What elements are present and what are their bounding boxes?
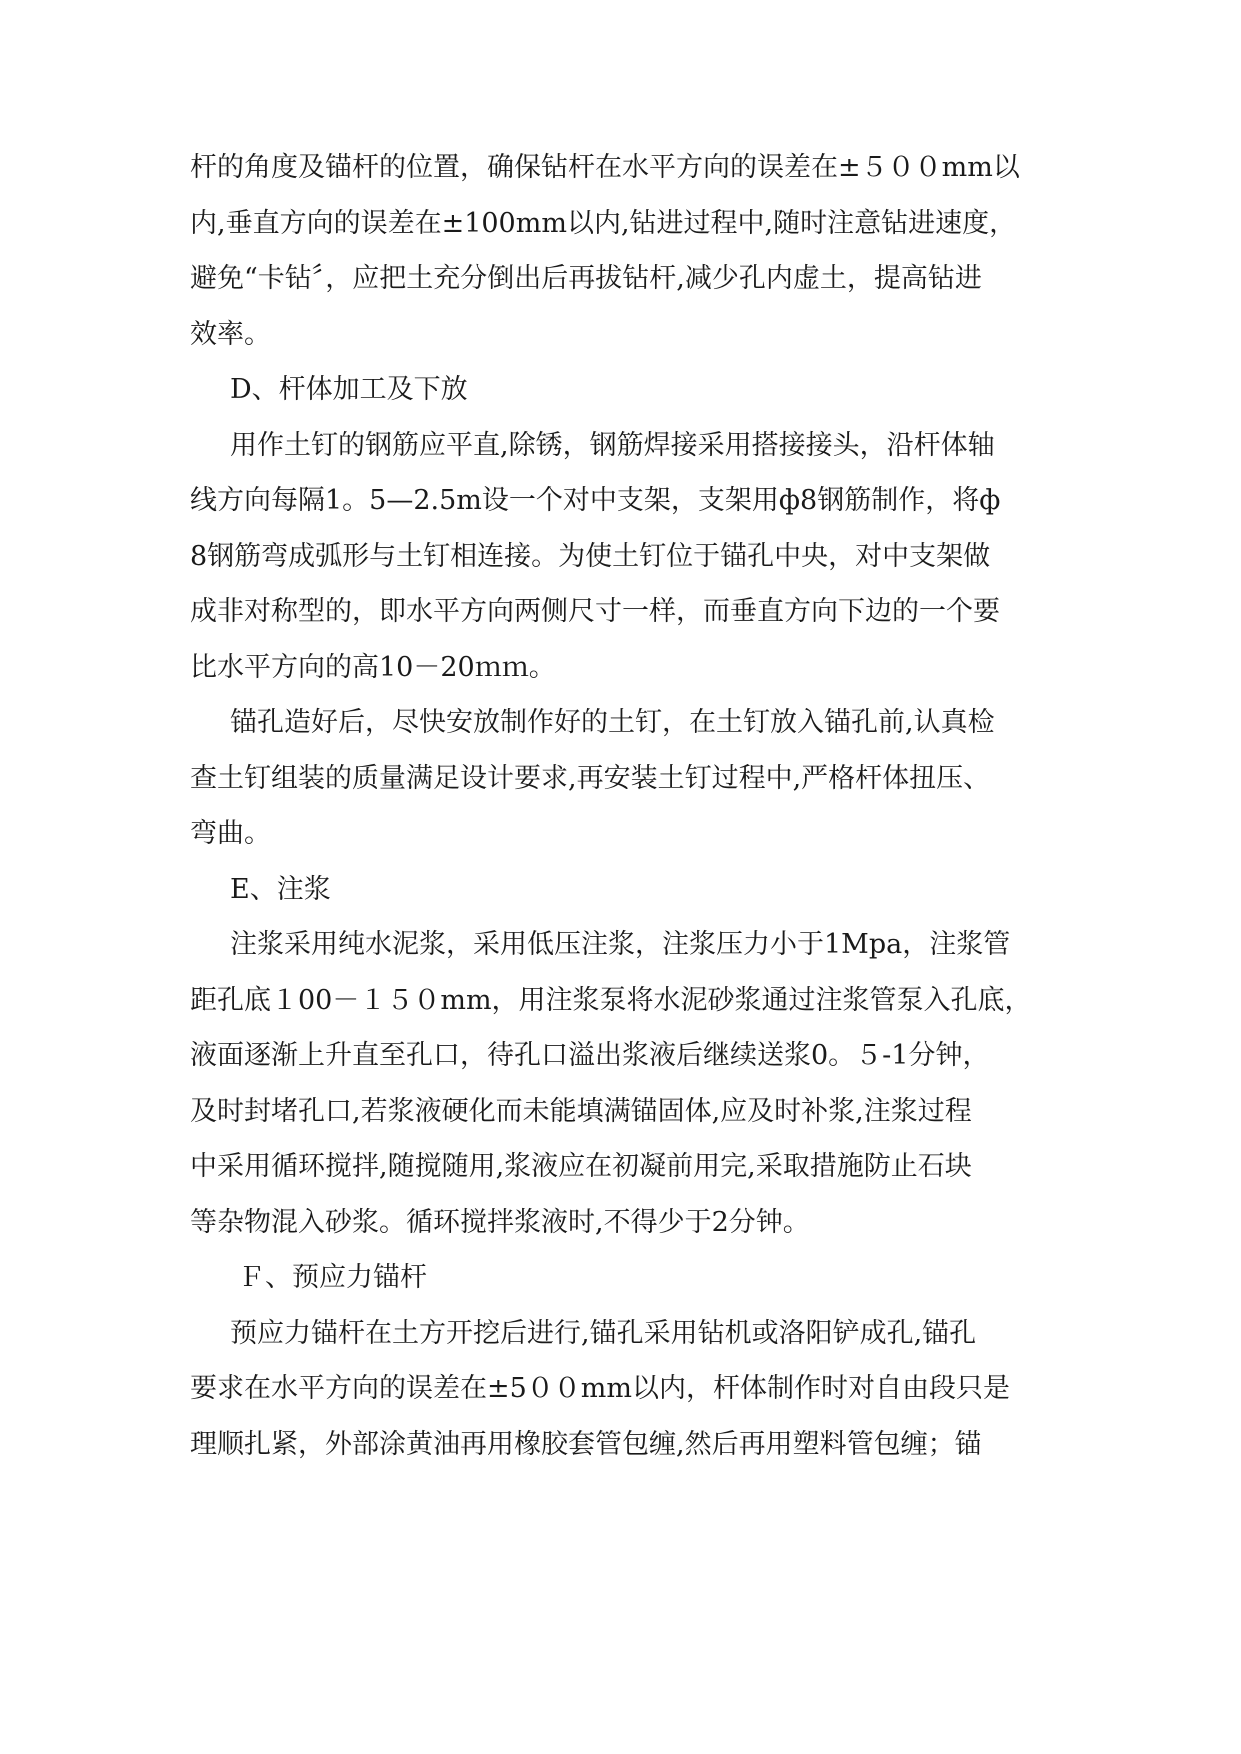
text-line: 弯曲。 xyxy=(190,818,271,849)
paragraph-start: 锚孔造好后，尽快安放制作好的土钉，在土钉放入锚孔前,认真检 xyxy=(230,707,995,738)
section-heading-d: D、杆体加工及下放 xyxy=(230,374,468,405)
text-line: 理顺扎紧，外部涂黄油再用橡胶套管包缠,然后再用塑料管包缠；锚 xyxy=(190,1429,982,1460)
text-line: 等杂物混入砂浆。循环搅拌浆液时,不得少于2分钟。 xyxy=(190,1207,810,1238)
text-line: 内,垂直方向的误差在±100mm以内,钻进过程中,随时注意钻进速度， xyxy=(190,208,1017,239)
text-line: 8钢筋弯成弧形与土钉相连接。为使土钉位于锚孔中央，对中支架做 xyxy=(190,541,991,572)
section-heading-f: Ｆ、预应力锚杆 xyxy=(238,1262,427,1293)
text-line: 查土钉组装的质量满足设计要求,再安装土钉过程中,严格杆体扭压、 xyxy=(190,763,991,794)
text-line: 液面逐渐上升直至孔口，待孔口溢出浆液后继续送浆0。５-1分钟， xyxy=(190,1040,990,1071)
text-line: 避免“卡钻〞，应把土充分倒出后再拔钻杆,减少孔内虚土，提高钻进 xyxy=(190,263,982,294)
text-line: 要求在水平方向的误差在±5００mm以内，杆体制作时对自由段只是 xyxy=(190,1373,1011,1404)
section-heading-e: E、注浆 xyxy=(230,874,331,905)
paragraph-start: 用作土钉的钢筋应平直,除锈，钢筋焊接采用搭接接头，沿杆体轴 xyxy=(230,430,995,461)
text-line: 效率。 xyxy=(190,319,271,350)
text-line: 杆的角度及锚杆的位置，确保钻杆在水平方向的误差在±５００mm以 xyxy=(190,152,1020,183)
paragraph-start: 注浆采用纯水泥浆，采用低压注浆，注浆压力小于1Mpa，注浆管 xyxy=(230,929,1011,960)
text-line: 及时封堵孔口,若浆液硬化而未能填满锚固体,应及时补浆,注浆过程 xyxy=(190,1096,972,1127)
text-line: 距孔底１00－１５０mm，用注浆泵将水泥砂浆通过注浆管泵入孔底， xyxy=(190,985,1032,1016)
text-line: 线方向每隔1。5—2.5m设一个对中支架，支架用ф8钢筋制作，将ф xyxy=(190,485,1001,516)
text-line: 成非对称型的，即水平方向两侧尺寸一样，而垂直方向下边的一个要 xyxy=(190,596,1000,627)
paragraph-start: 预应力锚杆在土方开挖后进行,锚孔采用钻机或洛阳铲成孔,锚孔 xyxy=(230,1318,977,1349)
text-line: 比水平方向的高10－20ｍｍ。 xyxy=(190,652,556,683)
text-line: 中采用循环搅拌,随搅随用,浆液应在初凝前用完,采取措施防止石块 xyxy=(190,1151,972,1182)
